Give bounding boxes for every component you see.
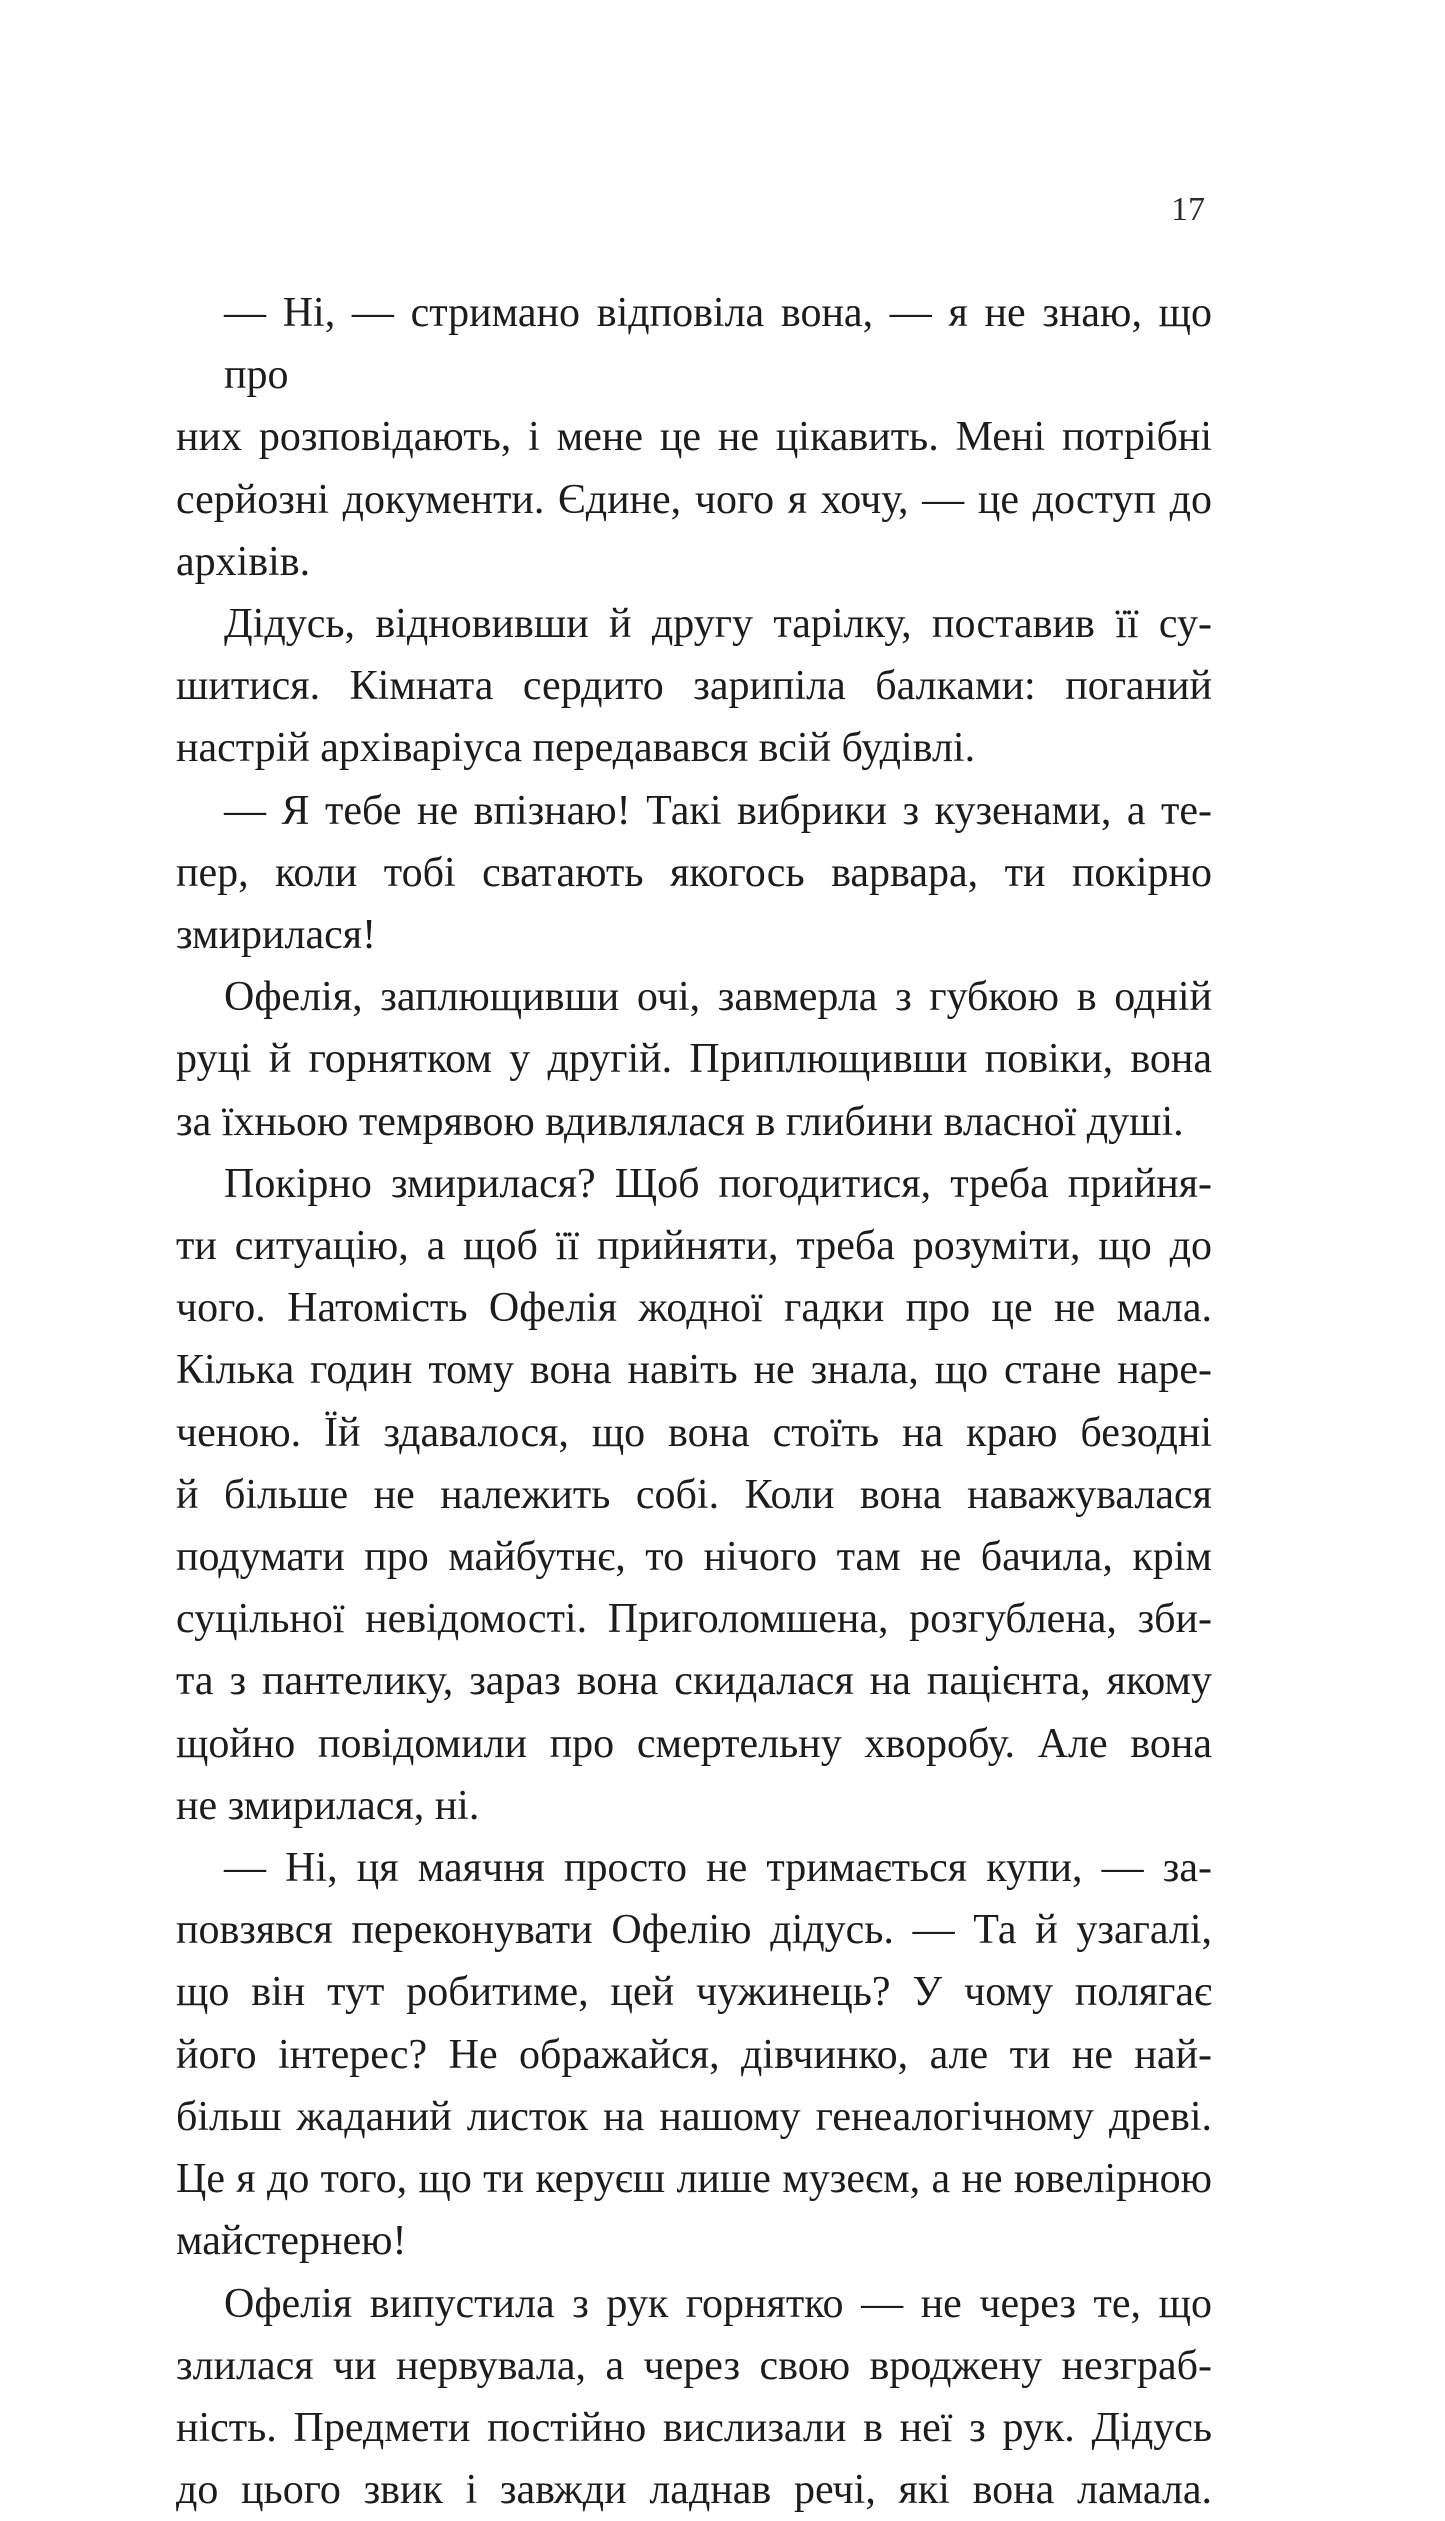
text-line: його інтерес? Не ображайся, дівчинко, але ти не най- [176, 2024, 1212, 2086]
text-line: більш жаданий листок на нашому генеалогічному древі. [176, 2086, 1212, 2148]
text-line: — Ні, ця маячня просто не тримається купи, — за- [176, 1837, 1212, 1899]
paragraph [176, 1837, 1212, 2272]
text-line: архівів. [176, 531, 1212, 593]
text-line: й більше не належить собі. Коли вона наважувалася [176, 1464, 1212, 1526]
text-line: суцільної невідомості. Приголомшена, розгублена, зби- [176, 1588, 1212, 1650]
text-line: — Ні, — стримано відповіла вона, — я не знаю, що про [176, 282, 1212, 406]
text-line: них розповідають, і мене це не цікавить. Мені потрібні [176, 406, 1212, 468]
text-line: серйозні документи. Єдине, чого я хочу, — це доступ до [176, 469, 1212, 531]
paragraph [176, 966, 1212, 1153]
paragraph [176, 282, 1212, 593]
text-line: та з пантелику, зараз вона скидалася на пацієнта, якому [176, 1650, 1212, 1712]
text-line: Офелія, заплющивши очі, завмерла з губкою в одній [176, 966, 1212, 1028]
text-line: злилася чи нервувала, а через свою вроджену незграб- [176, 2335, 1212, 2397]
text-line: пер, коли тобі сватають якогось варвара, ти покірно [176, 842, 1212, 904]
text-line: Дідусь, відновивши й другу тарілку, поставив її су- [176, 593, 1212, 655]
text-line: ченою. Їй здавалося, що вона стоїть на краю безодні [176, 1402, 1212, 1464]
text-line: Офелія випустила з рук горнятко — не через те, що [176, 2273, 1212, 2335]
paragraph [176, 593, 1212, 780]
text-line: ність. Предмети постійно вислизали в неї з рук. Дідусь [176, 2397, 1212, 2459]
text-line: що він тут робитиме, цей чужинець? У чому полягає [176, 1961, 1212, 2023]
text-line: щойно повідомили про смертельну хворобу. Але вона [176, 1713, 1212, 1775]
text-line: руці й горнятком у другій. Приплющивши повіки, вона [176, 1028, 1212, 1090]
text-line: Кілька годин тому вона навіть не знала, що стане наре- [176, 1339, 1212, 1401]
page-number: 17 [1171, 190, 1205, 230]
text-line: Покірно змирилася? Щоб погодитися, треба прийня- [176, 1153, 1212, 1215]
text-line: не змирилася, ні. [176, 1775, 1212, 1837]
text-line: змирилася! [176, 904, 1212, 966]
paragraph [176, 2273, 1212, 2521]
paragraph [176, 780, 1212, 967]
text-line: настрій архіваріуса передавався всій будівлі. [176, 717, 1212, 779]
text-line: за їхньою темрявою вдивлялася в глибини власної душі. [176, 1091, 1212, 1153]
text-line: — Я тебе не впізнаю! Такі вибрики з кузенами, а те- [176, 780, 1212, 842]
text-line: шитися. Кімната сердито зарипіла балками: поганий [176, 655, 1212, 717]
paragraph [176, 1153, 1212, 1837]
text-body [176, 282, 1212, 2521]
text-line: майстернею! [176, 2210, 1212, 2272]
text-line: подумати про майбутнє, то нічого там не бачила, крім [176, 1526, 1212, 1588]
text-line: чого. Натомість Офелія жодної гадки про це не мала. [176, 1277, 1212, 1339]
text-line: до цього звик і завжди ладнав речі, які вона ламала. [176, 2459, 1212, 2521]
text-line: Це я до того, що ти керуєш лише музеєм, а не ювелірною [176, 2148, 1212, 2210]
text-line: ти ситуацію, а щоб її прийняти, треба розуміти, що до [176, 1215, 1212, 1277]
text-line: повзявся переконувати Офелію дідусь. — Та й узагалі, [176, 1899, 1212, 1961]
